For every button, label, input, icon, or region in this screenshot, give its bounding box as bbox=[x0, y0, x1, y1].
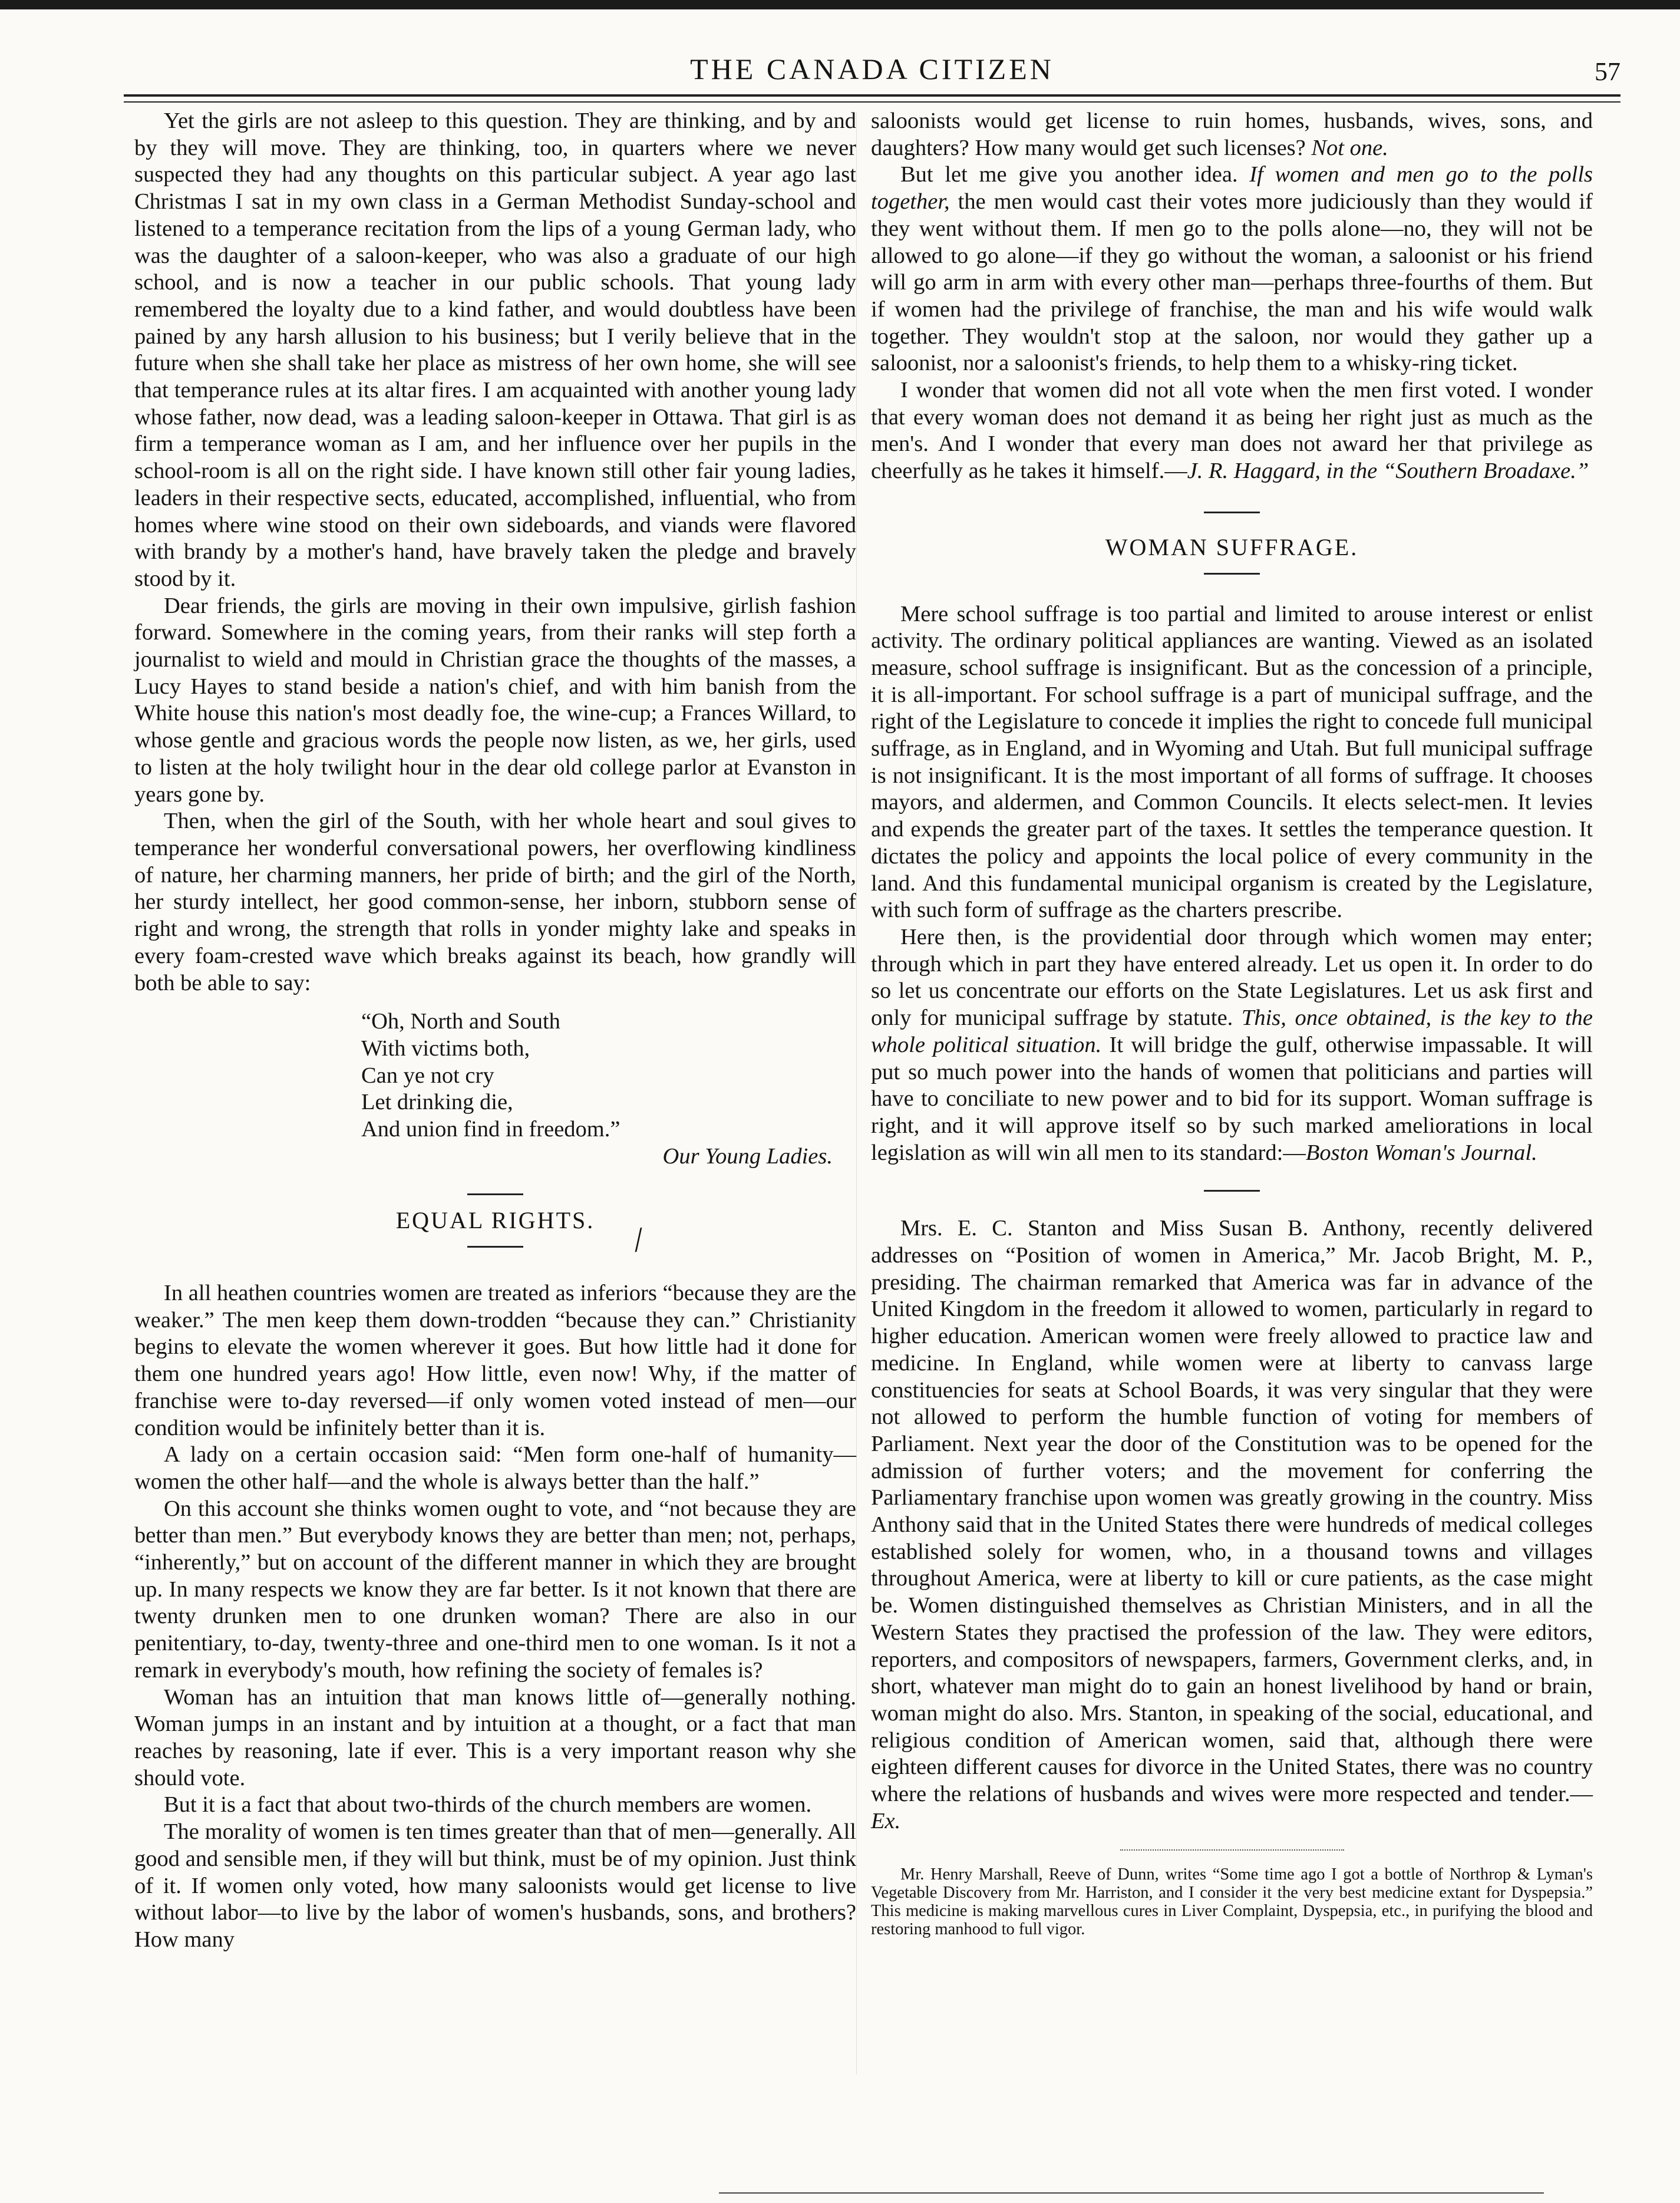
poem-line: With victims both, bbox=[361, 1035, 530, 1061]
article-paragraph: I wonder that women did not all vote when the men first voted. I wonder that every woman does not demand it as being her right just as much as the men's. And I wonder that every man does not award her that privilege as cheerfully as he takes it himself.—J. R. Haggard, in the “Southern Broadaxe.” bbox=[871, 378, 1593, 484]
article-paragraph: Then, when the girl of the South, with her whole heart and soul gives to temperance her wonderful conversational powers, her overflowing kindliness of nature, her charming manners, her pride of birth; and the girl of the North, her sturdy intellect, her good common-sense, her inborn, stubborn sense of right and wrong, the strength that rolls in yonder mighty lake and speaks in every foam-crested wave which breaks against its beach, how grandly will both be able to say: bbox=[134, 809, 856, 995]
section-divider bbox=[1204, 512, 1260, 513]
article-paragraph: In all heathen countries women are treated as inferiors “because they are the weaker.” The men keep them down-trodden “because they can.” Christianity begins to elevate the women wherever it goes. But how little had it done for them one hundred years ago! How little, even now! Why, if the matter of franchise were to-day reversed—if only women voted instead of men—our condition would be infinitely better than it is. bbox=[134, 1281, 856, 1440]
poem-line: Let drinking die, bbox=[361, 1090, 513, 1115]
article-paragraph: But let me give you another idea. If women and men go to the polls together, the men would cast their votes more judiciously than they would if they went without them. If men go to the polls alone—no, they will not be allowed to go alone—if they go without the woman, a saloonist or his friend will go arm in arm with every other man—perhaps three-fourths of them. But if women had the privilege of franchise, the man and his wife would walk together. They wouldn't stop at the saloon, nor would they gather up a saloonist, nor a saloonist's friends, to help them to a whisky-ring ticket. bbox=[871, 162, 1593, 376]
advertisement: Mr. Henry Marshall, Reeve of Dunn, writes “Some time ago I got a bottle of Northrop & Lyman's Vegetable Discovery from Mr. Harriston, and I consider it the very best medicine extant for Dyspepsia.” This medicine is making marvellous cures in Liver Complaint, Dyspepsia, etc., in purifying the blood and restoring manhood to full vigor. bbox=[871, 1865, 1593, 1939]
page-number: 57 bbox=[1595, 57, 1620, 86]
article-paragraph: Here then, is the providential door through which women may enter; through which in part they have entered already. Let us open it. In order to do so let us concentrate our efforts on the State Legislatures. Let us ask first and only for municipal suffrage by statute. This, once obtained, is the key to the whole political situation. It will bridge the gulf, otherwise impassable. It will put so much power into the hands of women that politicians and parties will have to conciliate to new power and to bid for its support. Woman suffrage is right, and it will approve itself so by such marked ameliorations in local legislation as will win all men to its standard:—Boston Woman's Journal. bbox=[871, 924, 1593, 1165]
article-paragraph: Dear friends, the girls are moving in their own impulsive, girlish fashion forward. Somewhere in the coming years, from their ranks will step forth a journalist to wield and mould in Christian grace the thoughts of the masses, a Lucy Hayes to stand beside a nation's chief, and with him banish from the White house this nation's most deadly foe, the wine-cup; a Frances Willard, to whose gentle and gracious words the people now listen, as we, her girls, used to listen at the holy twilight hour in the dear old college parlor at Evanston in years gone by. bbox=[134, 593, 856, 807]
pen-mark: / bbox=[629, 1221, 648, 1259]
section-divider bbox=[467, 1246, 523, 1248]
right-column bbox=[871, 108, 1593, 1938]
article-paragraph: Yet the girls are not asleep to this question. They are thinking, and by and by they will move. They are thinking, too, in quarters where we never suspected they had any thoughts on this particular subject. A year ago last Christmas I sat in my own class in a German Methodist Sunday-school and listened to a temperance recitation from the lips of a young German lady, who was the daughter of a saloon-keeper, who was also a graduate of our high school, and is now a teacher in our public schools. That young lady remembered the loyalty due to a kind father, and would doubtless have been pained by any harsh allusion to his business; but I verily believe that in the future when she shall take her place as mistress of her own home, she will see that temperance rules at its altar fires. I am acquainted with another young lady whose father, now dead, was a leading saloon-keeper in Ottawa. That girl is as firm a temperance woman as I am, and her influence over her pupils in the school-room is all on the right side. I have known still other fair young ladies, leaders in their respective sects, educated, accomplished, influential, who from homes where wine stood on their own sideboards, and viands were flavored with brandy by a mother's hand, have bravely taken the pledge and bravely stood by it. bbox=[134, 108, 856, 591]
article-paragraph: But it is a fact that about two-thirds of the church members are women. bbox=[164, 1792, 812, 1818]
article-paragraph: saloonists would get license to ruin homes, husbands, wives, sons, and daughters? How many would get such licenses? Not one. bbox=[871, 108, 1593, 160]
section-heading-equal-rights: EQUAL RIGHTS. bbox=[395, 1207, 595, 1234]
poem-line: Can ye not cry bbox=[361, 1063, 494, 1088]
section-divider bbox=[1204, 1190, 1260, 1192]
article-paragraph: A lady on a certain occasion said: “Men form one-half of humanity—women the other half—and the whole is always better than the half.” bbox=[134, 1442, 856, 1494]
section-divider bbox=[1204, 573, 1260, 575]
newspaper-title: THE CANADA CITIZEN bbox=[690, 52, 1054, 85]
poem-line: And union find in freedom.” bbox=[361, 1116, 620, 1142]
top-border bbox=[0, 0, 1680, 9]
poem bbox=[361, 1008, 856, 1143]
section-divider bbox=[1120, 1849, 1344, 1851]
masthead bbox=[124, 52, 1620, 93]
article-paragraph: The morality of women is ten times greater than that of men—generally. All good and sensible men, if they will but think, must be of my opinion. Just think of it. If women only voted, how many saloonists would get license to live without labor—to live by the labor of women's husbands, sons, and brothers? How many bbox=[134, 1819, 856, 1952]
article-paragraph: Woman has an intuition that man knows little of—generally nothing. Woman jumps in an instant and by intuition at a thought, or a fact that man reaches by reasoning, late if ever. This is a very important reason why she should vote. bbox=[134, 1684, 856, 1790]
poem-line: “Oh, North and South bbox=[361, 1009, 560, 1034]
left-column bbox=[134, 108, 856, 1954]
section-divider bbox=[467, 1193, 523, 1195]
header-rule-thin bbox=[124, 101, 1620, 103]
article-paragraph: On this account she thinks women ought to vote, and “not because they are better than men.” But everybody knows they are better than men; not, perhaps, “inherently,” but on account of the different manner in which they are brought up. In many respects we know they are far better. Is it not known that there are twenty drunken men to one drunken woman? There are also in our penitentiary, to-day, twenty-three and one-third men to one woman. Is it not a remark in everybody's mouth, how refining the society of females is? bbox=[134, 1496, 856, 1683]
bottom-rule bbox=[719, 2192, 1544, 2194]
column-divider bbox=[856, 112, 857, 2075]
article-paragraph: Mere school suffrage is too partial and limited to arouse interest or enlist activity. The ordinary political appliances are wanting. Viewed as an isolated measure, school suffrage is insignificant. But as the concession of a principle, it is all-important. For school suffrage is a part of municipal suffrage, and the right of the Legislature to concede it implies the right to concede full municipal suffrage, as in England, and in Wyoming and Utah. But full municipal suffrage is not insignificant. It is the most important of all forms of suffrage. It chooses mayors, and aldermen, and Common Councils. It elects select-men. It levies and expends the greater part of the taxes. It settles the temperance question. It dictates the policy and appoints the local police of every community in the land. And this fundamental municipal organism is created by the Legislature, with such form of suffrage as the charters prescribe. bbox=[871, 601, 1593, 923]
article-paragraph: Mrs. E. C. Stanton and Miss Susan B. Anthony, recently delivered addresses on “Position of women in America,” Mr. Jacob Bright, M. P., presiding. The chairman remarked that America was far in advance of the United Kingdom in the freedom it allowed to women, particularly in regard to higher education. American women were freely allowed to practice law and medicine. In England, while women were at liberty to canvass large constituencies for seats at School Boards, it was very singular that they were not allowed to perform the humble function of voting for members of Parliament. Next year the door of the Constitution was to be opened for the admission of further voters; and the movement for conferring the Parliamentary franchise upon women was greatly growing in the country. Miss Anthony said that in the United States there were hundreds of medical colleges established solely for women, who, in a thousand towns and villages throughout America, were at liberty to kill or cure patients, as the case might be. Women distinguished themselves as Christian Ministers, and in all the Western States they practised the profession of the law. They were editors, reporters, and compositors of newspapers, farmers, Government clerks, and, in short, whatever man might do to gain an honest livelihood by hand or brain, woman might do also. Mrs. Stanton, in speaking of the social, educational, and religious condition of American women, said that, although there were eighteen different causes for divorce in the United States, there was no country where the relations of husbands and wives were more respected and tender.—Ex. bbox=[871, 1216, 1593, 1833]
section-heading-woman-suffrage: WOMAN SUFFRAGE. bbox=[1105, 533, 1359, 560]
header-rule bbox=[124, 94, 1620, 97]
article-signature: Our Young Ladies. bbox=[662, 1143, 833, 1169]
